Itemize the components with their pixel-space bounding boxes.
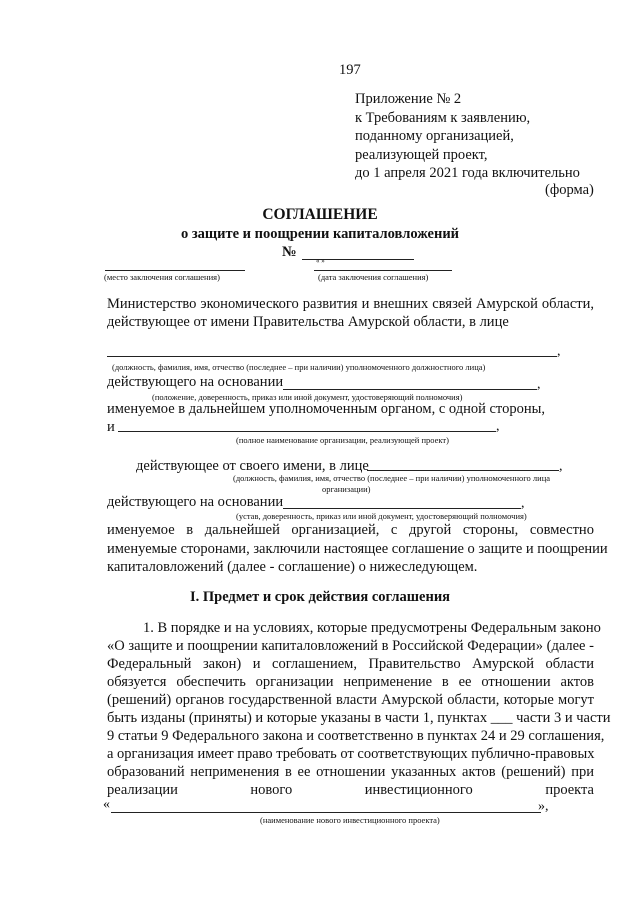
appendix-block: [355, 90, 580, 183]
form-label: (форма): [545, 182, 594, 198]
p1-line-5: (решений) органов государственной власти Амурской области, которые могут: [107, 692, 594, 708]
org-person-caption-2: организации): [322, 484, 371, 494]
p1-line-4: обязуется обеспечить организации неприменение в ее отношении актов: [107, 674, 594, 690]
basis2-caption: (устав, доверенность, приказ или иной документ, удостоверяющий полномочия): [236, 511, 527, 521]
basis2-line: [283, 508, 521, 509]
p1-line-2: «О защите и поощрении капиталовложений в Российской Федерации» (далее -: [107, 638, 594, 654]
acting-basis2-label: действующего на основании: [107, 494, 284, 510]
word: организацией,: [291, 522, 380, 538]
parties-line-1: именуемые сторонами, заключили настоящее соглашение о защите и поощрении: [107, 541, 608, 557]
project-close-quote: »,: [538, 799, 549, 814]
basis-line: [283, 389, 537, 390]
word: нового: [250, 782, 293, 798]
p1-line-9: образований неприменения в ее отношении указанных актов (решений) при: [107, 764, 594, 780]
official-comma: ,: [557, 344, 561, 359]
word: в: [186, 522, 194, 538]
p1-line-6: быть изданы (приняты) и которые указаны в части 1, пунктах ___ части 3 и части: [107, 710, 611, 726]
word: стороны,: [462, 522, 519, 538]
appendix-line-4: реализующей проект,: [355, 146, 488, 163]
intro-line-2: действующее от имени Правительства Амурской области, в лице: [107, 314, 509, 330]
intro-line-1: Министерство экономического развития и внешних связей Амурской области,: [107, 296, 594, 312]
basis-comma: ,: [537, 377, 541, 392]
appendix-line-2: к Требованиям к заявлению,: [355, 109, 531, 126]
named-org-line: [107, 522, 594, 539]
document-subtitle: о защите и поощрении капиталовложений: [180, 226, 460, 242]
date-caption: (дата заключения соглашения): [318, 272, 429, 282]
p1-line-8: а организация имеет право требовать от соответствующих публично-правовых: [107, 746, 595, 762]
appendix-line-1: Приложение № 2: [355, 91, 462, 107]
authorized-body-text: именуемое в дальнейшем уполномоченным органом, с одной стороны,: [107, 401, 545, 417]
org-person-comma: ,: [559, 459, 563, 474]
p1-line-10: [107, 782, 594, 799]
section-heading: I. Предмет и срок действия соглашения: [189, 589, 451, 605]
p1-line-1: 1. В порядке и на условиях, которые предусмотрены Федеральным законо: [143, 620, 601, 636]
p1-line-7: 9 статьи 9 Федерального закона и соответственно в пунктах 24 и 29 соглашения,: [107, 728, 605, 744]
word: совместно: [529, 522, 594, 538]
page-number: 197: [339, 62, 361, 78]
org-name-line: [118, 431, 496, 432]
official-caption: (должность, фамилия, имя, отчество (последнее – при наличии) уполномоченного должностного лица): [112, 362, 486, 372]
word: дальнейшей: [204, 522, 280, 538]
parties-line-2: капиталовложений (далее - соглашение) о нижеследующем.: [107, 559, 478, 575]
place-caption: (место заключения соглашения): [104, 272, 220, 282]
word: реализации: [107, 782, 178, 798]
appendix-line-5: до 1 апреля 2021 года включительно: [355, 165, 580, 181]
acting-own-label: действующее от своего имени, в лице: [136, 458, 369, 474]
official-line: [107, 356, 557, 357]
project-line: [111, 812, 541, 813]
project-caption: (наименование нового инвестиционного проекта): [260, 815, 440, 825]
org-name-caption: (полное наименование организации, реализующей проект): [236, 435, 449, 445]
number-label: №: [282, 244, 297, 260]
document-title: СОГЛАШЕНИЕ: [262, 206, 378, 223]
basis2-comma: ,: [521, 496, 525, 511]
appendix-line-3: поданному организацией,: [355, 128, 514, 144]
p1-line-3: Федеральный закон) и соглашением, Правительство Амурской области: [107, 656, 594, 672]
word: проекта: [545, 782, 594, 798]
org-person-line: [367, 470, 559, 471]
date-quotes: « »: [316, 257, 325, 265]
word: другой: [408, 522, 452, 538]
project-open-quote: «: [103, 797, 110, 812]
place-line: [105, 270, 245, 271]
word: инвестиционного: [364, 782, 473, 798]
and-label: и: [107, 419, 115, 435]
org-person-caption-1: (должность, фамилия, имя, отчество (последнее – при наличии) уполномоченного лица: [233, 473, 551, 483]
word: с: [390, 522, 398, 538]
org-name-comma: ,: [496, 419, 500, 434]
date-line: [314, 270, 452, 271]
basis-caption: (положение, доверенность, приказ или иной документ, удостоверяющий полномочия): [152, 392, 463, 402]
word: именуемое: [107, 522, 175, 538]
acting-basis-label: действующего на основании: [107, 374, 284, 390]
